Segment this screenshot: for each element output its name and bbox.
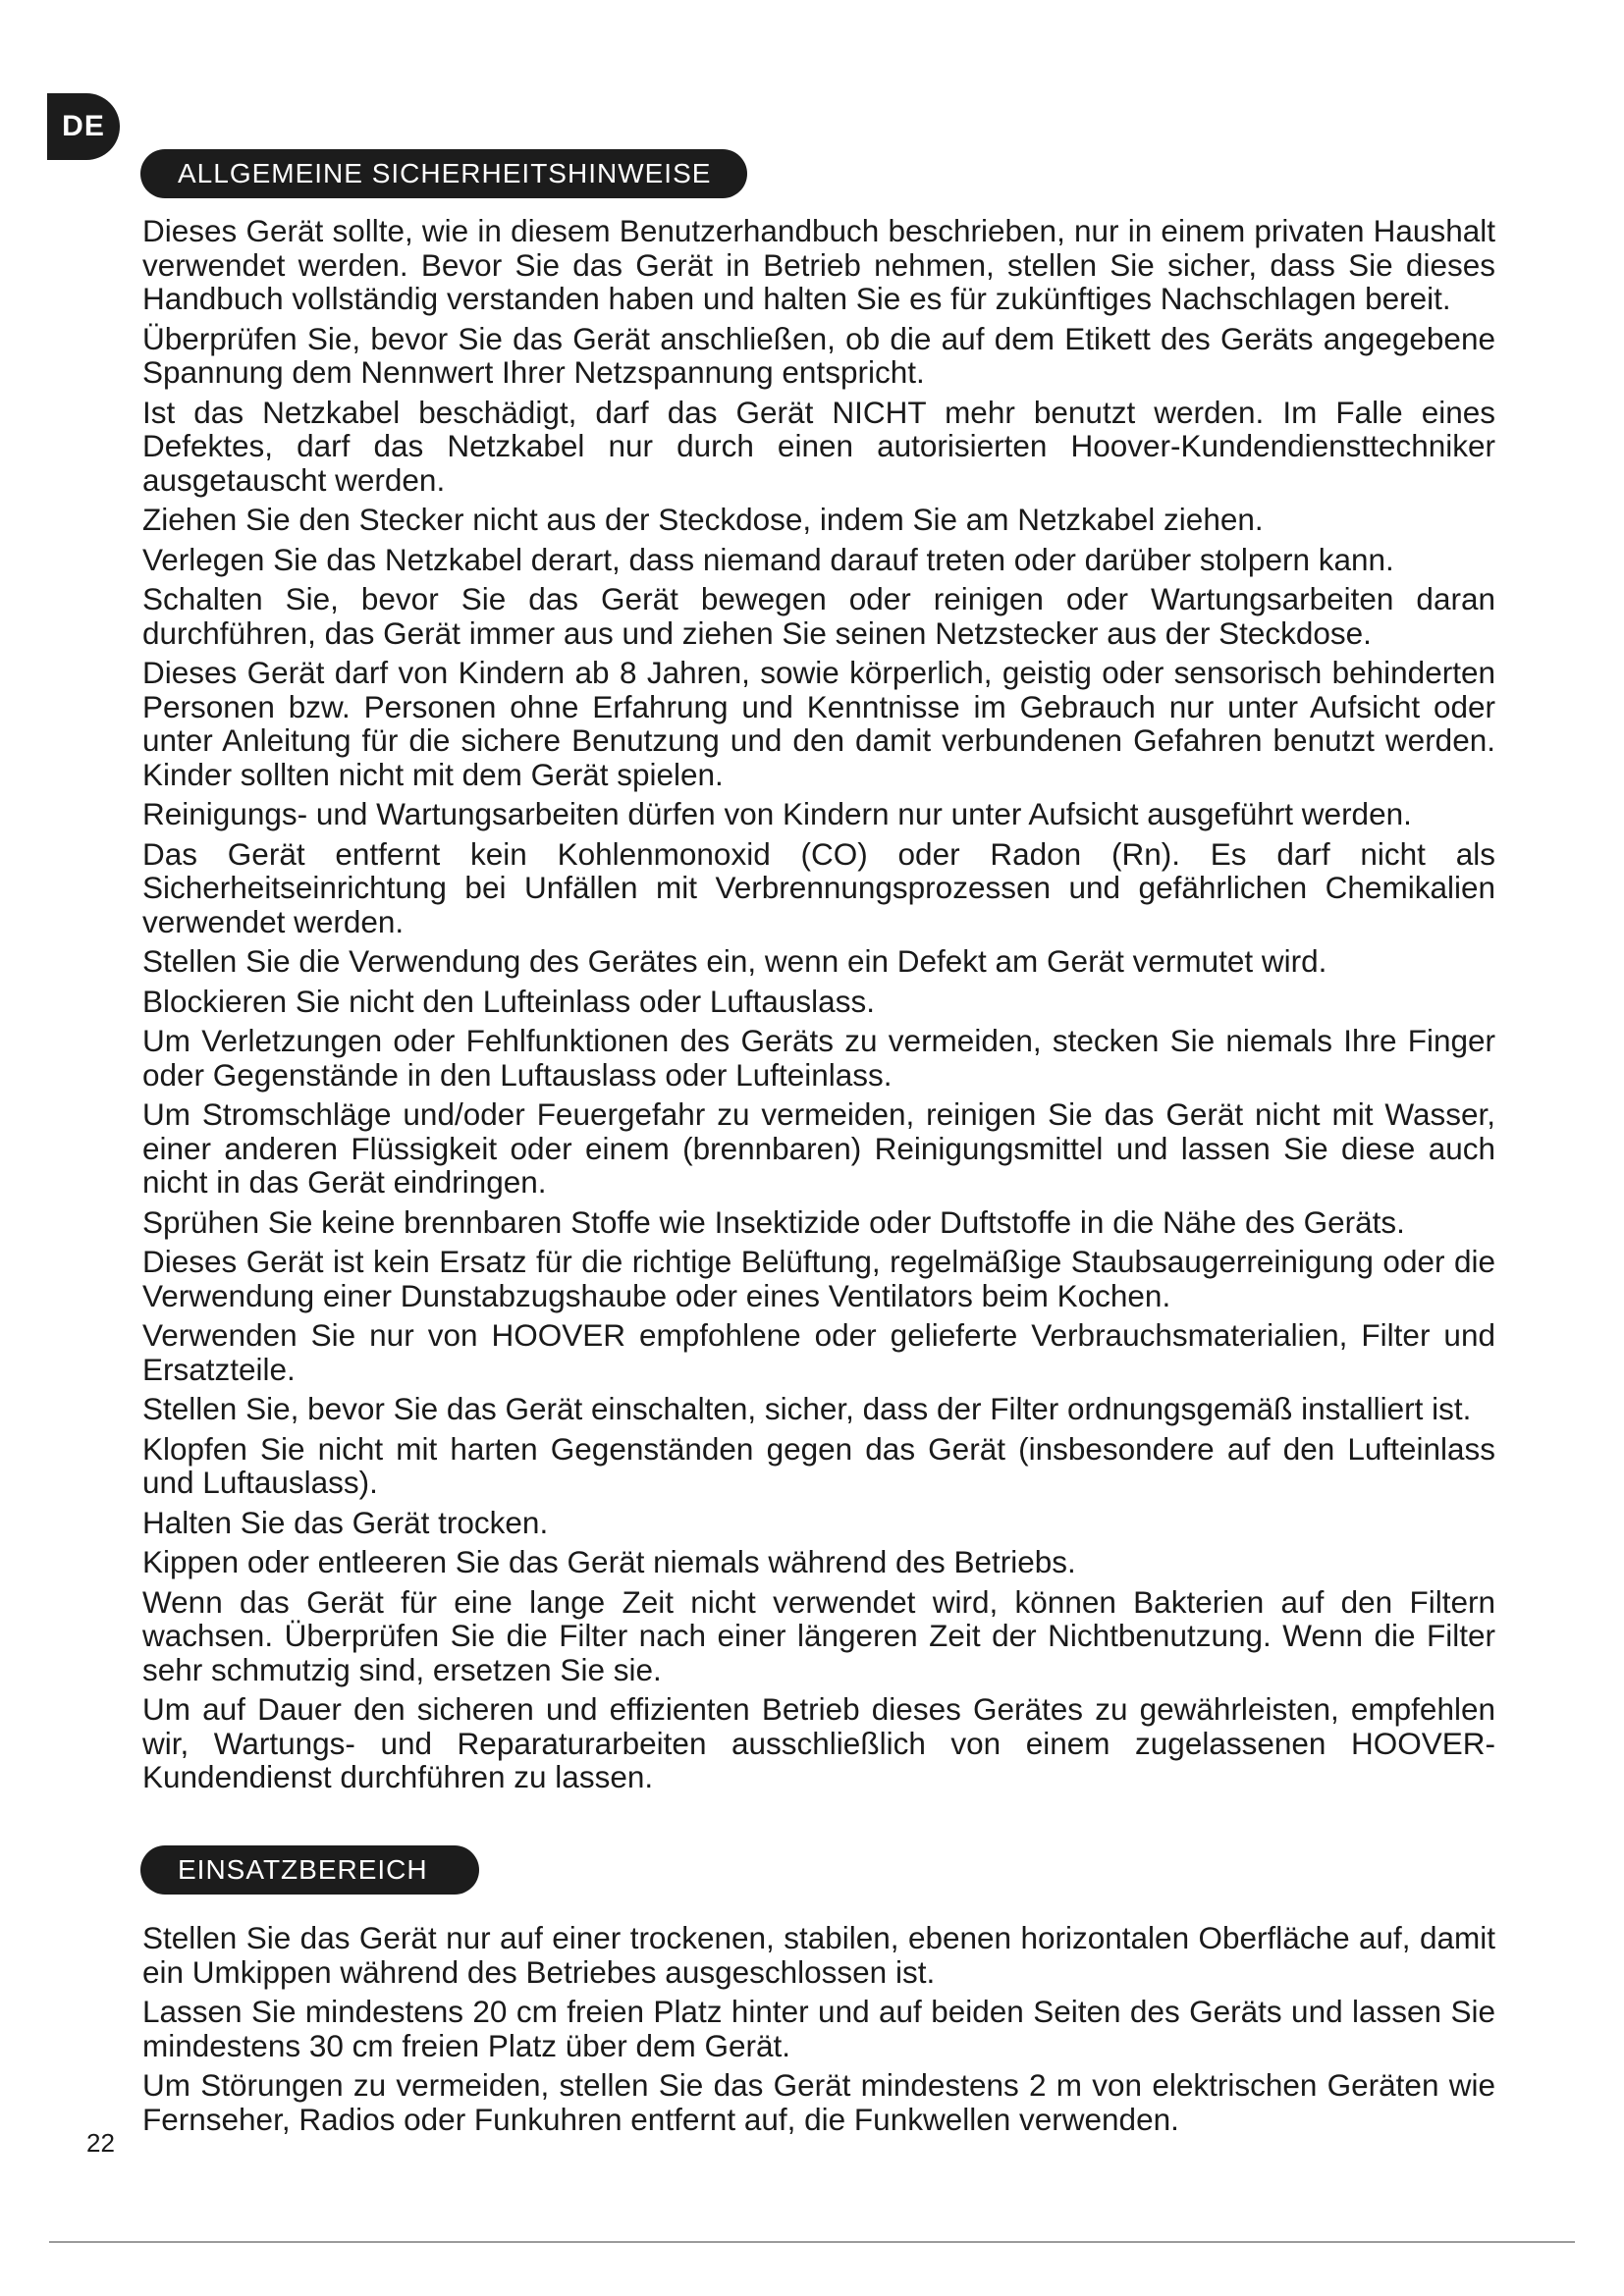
paragraph: Verlegen Sie das Netzkabel derart, dass niemand darauf treten oder darüber stolpern kann. [142, 541, 1394, 577]
paragraph: Um auf Dauer den sicheren und effizienten Betrieb dieses Gerätes zu gewährleisten, empfehlen wir, Wartungs- und Reparaturarbeiten ausschließlich von einem zugelassenen HOOVER-Kundendienst durchführen zu lassen. [142, 1691, 1495, 1794]
paragraph: Halten Sie das Gerät trocken. [142, 1504, 549, 1540]
section-heading-safety: ALLGEMEINE SICHERHEITSHINWEISE [140, 149, 747, 198]
paragraph: Stellen Sie das Gerät nur auf einer trockenen, stabilen, ebenen horizontalen Oberfläche auf, damit ein Umkippen während des Betriebes ausgeschlossen ist. [142, 1920, 1495, 1990]
paragraph: Wenn das Gerät für eine lange Zeit nicht verwendet wird, können Bakterien auf den Filtern wachsen. Überprüfen Sie die Filter nach einer längeren Zeit der Nichtbenutzung. Wenn die Filter sehr schmutzig sind, ersetzen Sie sie. [142, 1583, 1495, 1687]
paragraph: Ziehen Sie den Stecker nicht aus der Steckdose, indem Sie am Netzkabel ziehen. [142, 502, 1264, 537]
paragraph: Das Gerät entfernt kein Kohlenmonoxid (CO) oder Radon (Rn). Es darf nicht als Sicherheitseinrichtung bei Unfällen mit Verbrennungsprozessen und gefährlichen Chemikalien verwendet werden. [142, 835, 1495, 939]
paragraph: Schalten Sie, bevor Sie das Gerät bewegen oder reinigen oder Wartungsarbeiten daran durchführen, das Gerät immer aus und ziehen Sie seinen Netzstecker aus der Steckdose. [142, 581, 1495, 651]
paragraph: Kippen oder entleeren Sie das Gerät niemals während des Betriebs. [142, 1544, 1076, 1579]
footer-divider [49, 2241, 1575, 2243]
paragraph: Dieses Gerät darf von Kindern ab 8 Jahren, sowie körperlich, geistig oder sensorisch behinderten Personen bzw. Personen ohne Erfahrung und Kenntnisse im Gebrauch nur unter Aufsicht oder unter Anleitung für die sichere Benutzung und den damit verbundenen Gefahren benutzt werden. Kinder sollten nicht mit dem Gerät spielen. [142, 655, 1495, 792]
paragraph: Reinigungs- und Wartungsarbeiten dürfen von Kindern nur unter Aufsicht ausgeführt werden. [142, 796, 1412, 831]
safety-instructions-text [142, 214, 1495, 1800]
paragraph: Um Störungen zu vermeiden, stellen Sie das Gerät mindestens 2 m von elektrischen Geräten wie Fernseher, Radios oder Funkuhren entfernt auf, die Funkwellen verwenden. [142, 2067, 1495, 2137]
paragraph: Dieses Gerät ist kein Ersatz für die richtige Belüftung, regelmäßige Staubsaugerreinigung oder die Verwendung einer Dunstabzugshaube oder eines Ventilators beim Kochen. [142, 1244, 1495, 1313]
paragraph: Dieses Gerät sollte, wie in diesem Benutzerhandbuch beschrieben, nur in einem privaten Haushalt verwendet werden. Bevor Sie das Gerät in Betrieb nehmen, stellen Sie sicher, dass Sie dieses Handbuch vollständig verstanden haben und halten Sie es für zukünftiges Nachschlagen bereit. [142, 213, 1495, 316]
paragraph: Verwenden Sie nur von HOOVER empfohlene oder gelieferte Verbrauchsmaterialien, Filter und Ersatzteile. [142, 1317, 1495, 1387]
paragraph: Blockieren Sie nicht den Lufteinlass oder Luftauslass. [142, 983, 875, 1019]
paragraph: Um Stromschläge und/oder Feuergefahr zu vermeiden, reinigen Sie das Gerät nicht mit Wasser, einer anderen Flüssigkeit oder einem (brennbaren) Reinigungsmittel und lassen Sie diese auch nicht in das Gerät eindringen. [142, 1096, 1495, 1200]
section-heading-usage: EINSATZBEREICH [140, 1845, 479, 1895]
page-number: 22 [86, 2128, 115, 2158]
language-tab: DE [47, 93, 120, 160]
paragraph: Um Verletzungen oder Fehlfunktionen des Geräts zu vermeiden, stecken Sie niemals Ihre Finger oder Gegenstände in den Luftauslass oder Lufteinlass. [142, 1023, 1495, 1093]
paragraph: Stellen Sie, bevor Sie das Gerät einschalten, sicher, dass der Filter ordnungsgemäß installiert ist. [142, 1391, 1472, 1426]
paragraph: Ist das Netzkabel beschädigt, darf das Gerät NICHT mehr benutzt werden. Im Falle eines Defektes, darf das Netzkabel nur durch einen autorisierten Hoover-Kundendiensttechniker ausgetauscht werden. [142, 394, 1495, 498]
paragraph: Stellen Sie die Verwendung des Gerätes ein, wenn ein Defekt am Gerät vermutet wird. [142, 943, 1327, 979]
paragraph: Klopfen Sie nicht mit harten Gegenständen gegen das Gerät (insbesondere auf den Lufteinlass und Luftauslass). [142, 1430, 1495, 1500]
paragraph: Lassen Sie mindestens 20 cm freien Platz hinter und auf beiden Seiten des Geräts und lassen Sie mindestens 30 cm freien Platz über dem Gerät. [142, 1994, 1495, 2063]
usage-text [142, 1921, 1495, 2142]
paragraph: Überprüfen Sie, bevor Sie das Gerät anschließen, ob die auf dem Etikett des Geräts angegebene Spannung dem Nennwert Ihrer Netzspannung entspricht. [142, 320, 1495, 390]
paragraph: Sprühen Sie keine brennbaren Stoffe wie Insektizide oder Duftstoffe in die Nähe des Geräts. [142, 1203, 1405, 1240]
